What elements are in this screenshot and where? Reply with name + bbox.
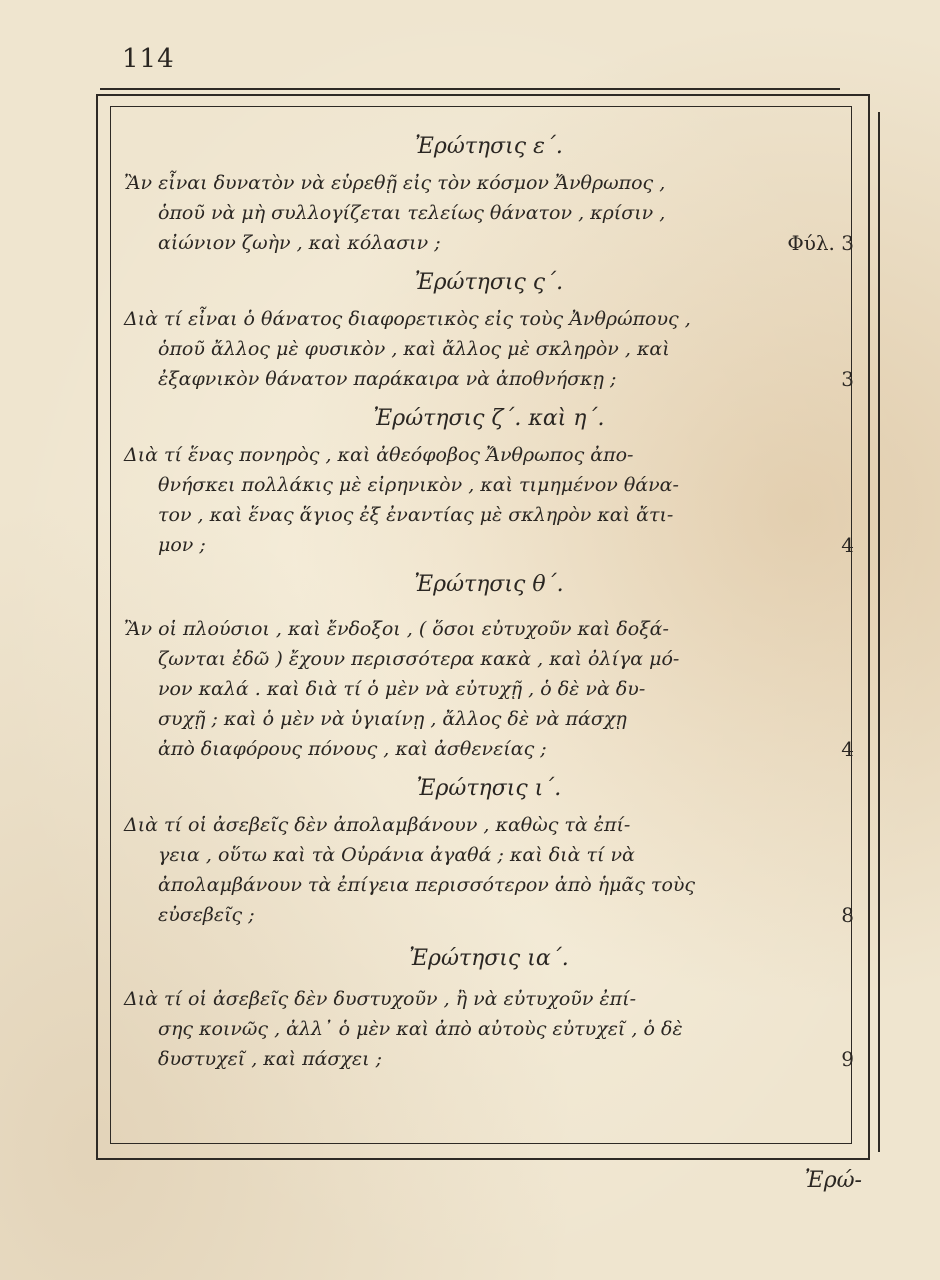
text-line: δυστυχεῖ , καὶ πάσχει ; — [158, 1048, 382, 1070]
page-reference: Φύλ. 3 — [787, 231, 854, 255]
text-line: εὐσεβεῖς ; — [158, 904, 255, 926]
question-6 — [124, 268, 854, 394]
frame-right-rule — [878, 112, 880, 1152]
text-line: θνήσκει πολλάκις μὲ εἰρηνικὸν , καὶ τιμημένον θάνα- — [158, 474, 679, 496]
question-10 — [124, 774, 854, 930]
page-reference: 3 — [841, 367, 854, 391]
text-line: ἀπὸ διαφόρους πόνους , καὶ ἀσθενείας ; — [158, 738, 547, 760]
question-heading: Ἐρώτησις θ΄. — [414, 572, 564, 597]
text-line: Διὰ τί εἶναι ὁ θάνατος διαφορετικὸς εἰς τοὺς Ἀνθρώπους , — [124, 308, 691, 330]
questions-list — [124, 126, 854, 1074]
question-11 — [124, 944, 854, 1074]
text-line: ὁποῦ νὰ μὴ συλλογίζεται τελείως θάνατον , κρίσιν , — [158, 202, 666, 224]
text-line: νον καλά . καὶ διὰ τί ὁ μὲν νὰ εὐτυχῇ , ὁ δὲ νὰ δυ- — [158, 678, 646, 700]
page-reference: 4 — [841, 533, 854, 557]
question-text — [124, 984, 854, 1074]
question-text — [124, 168, 854, 258]
text-line: ζωνται ἐδῶ ) ἔχουν περισσότερα κακὰ , καὶ ὀλίγα μό- — [158, 648, 680, 670]
question-9 — [124, 570, 854, 764]
page-reference: 4 — [841, 737, 854, 761]
question-heading: Ἐρώτησις ς΄. — [414, 270, 564, 295]
text-line: ἐξαφνικὸν θάνατον παράκαιρα νὰ ἀποθνήσκῃ ; — [158, 368, 617, 390]
question-text — [124, 304, 854, 394]
top-rule — [100, 88, 840, 90]
question-text — [124, 440, 854, 560]
text-line: γεια , οὕτω καὶ τὰ Οὐράνια ἀγαθά ; καὶ διὰ τί νὰ — [158, 844, 635, 866]
question-5 — [124, 132, 854, 258]
text-line: Διὰ τί ἕνας πονηρὸς , καὶ ἀθεόφοβος Ἄνθρωπος ἀπο- — [124, 444, 634, 466]
text-line: αἰώνιον ζωὴν , καὶ κόλασιν ; — [158, 232, 441, 254]
page-reference: 9 — [841, 1047, 854, 1071]
text-line: Ἂν οἱ πλούσιοι , καὶ ἔνδοξοι , ( ὅσοι εὐτυχοῦν καὶ δοξά- — [124, 618, 669, 640]
text-line: ἀπολαμβάνουν τὰ ἐπίγεια περισσότερον ἀπὸ ἡμᾶς τοὺς — [158, 874, 696, 896]
question-heading: Ἐρώτησις ζ΄. καὶ η΄. — [373, 406, 605, 431]
page-number: 114 — [122, 44, 175, 74]
text-line: μον ; — [158, 534, 206, 556]
text-line: ὁποῦ ἄλλος μὲ φυσικὸν , καὶ ἄλλος μὲ σκληρὸν , καὶ — [158, 338, 670, 360]
question-heading: Ἐρώτησις ι΄. — [416, 776, 562, 801]
text-line: σης κοινῶς , ἀλλ᾽ ὁ μὲν καὶ ἀπὸ αὐτοὺς εὐτυχεῖ , ὁ δὲ — [158, 1018, 683, 1040]
page-reference: 8 — [841, 903, 854, 927]
text-line: Διὰ τί οἱ ἀσεβεῖς δὲν δυστυχοῦν , ἢ νὰ εὐτυχοῦν ἐπί- — [124, 988, 636, 1010]
catchword: Ἐρώ- — [804, 1168, 862, 1193]
text-line: Ἂν εἶναι δυνατὸν νὰ εὑρεθῇ εἰς τὸν κόσμον Ἄνθρωπος , — [124, 172, 666, 194]
question-heading: Ἐρώτησις ε΄. — [415, 134, 563, 159]
question-heading: Ἐρώτησις ια΄. — [409, 946, 569, 971]
question-text — [124, 810, 854, 930]
text-line: Διὰ τί οἱ ἀσεβεῖς δὲν ἀπολαμβάνουν , καθὼς τὰ ἐπί- — [124, 814, 631, 836]
question-7-8 — [124, 404, 854, 560]
question-text — [124, 614, 854, 764]
text-line: τον , καὶ ἕνας ἅγιος ἐξ ἐναντίας μὲ σκληρὸν καὶ ἄτι- — [158, 504, 674, 526]
text-line: συχῇ ; καὶ ὁ μὲν νὰ ὑγιαίνῃ , ἄλλος δὲ νὰ πάσχῃ — [158, 708, 627, 730]
